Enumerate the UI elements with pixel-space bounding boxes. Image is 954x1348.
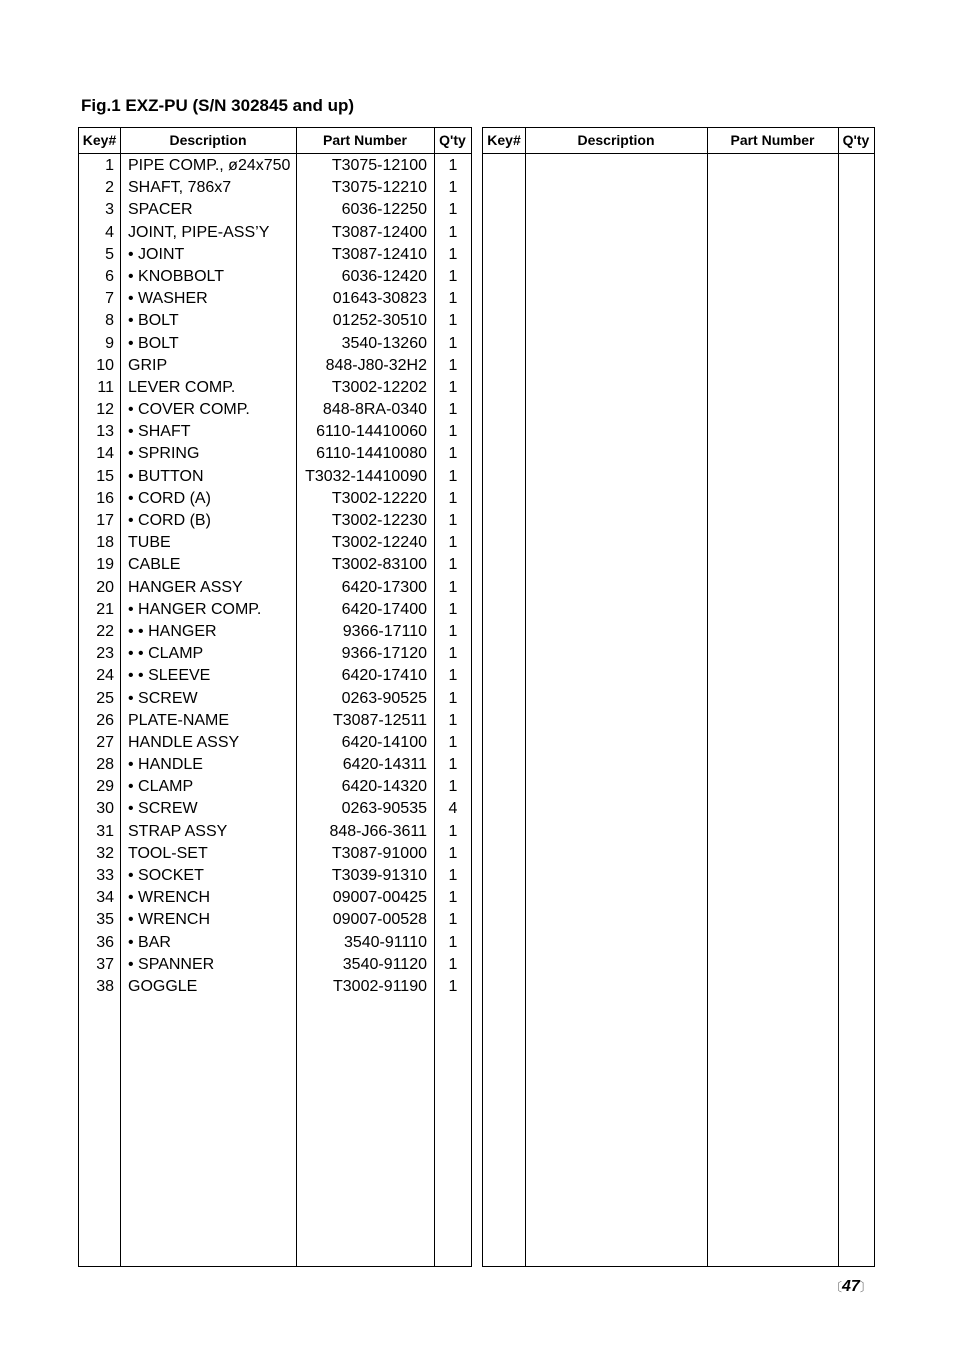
description-cell: • SOCKET	[128, 867, 204, 884]
qty-cell: 1	[448, 201, 458, 219]
key-cell: 16	[96, 489, 114, 507]
description-cell: • JOINT	[128, 245, 185, 263]
description-cell: • WRENCH	[128, 889, 211, 907]
key-cell: 33	[96, 867, 114, 884]
table-row	[79, 621, 471, 643]
qty-cell: 1	[448, 733, 458, 751]
key-cell: 25	[96, 689, 114, 707]
header-description: Description	[577, 132, 655, 148]
table-row	[79, 222, 471, 244]
table-row	[79, 643, 471, 665]
part-number-cell: 6420-14100	[341, 733, 427, 751]
key-cell: 34	[96, 889, 114, 907]
description-cell: • SPRING	[128, 445, 200, 463]
page-title: Fig.1 EXZ-PU (S/N 302845 and up)	[81, 96, 355, 115]
part-number-cell: 3540-91120	[342, 955, 427, 973]
key-cell: 31	[96, 822, 114, 840]
qty-cell: 4	[448, 800, 458, 818]
description-cell: • SCREW	[128, 800, 198, 818]
key-cell: 13	[96, 423, 114, 441]
qty-cell: 1	[448, 334, 458, 352]
qty-cell: 1	[448, 822, 458, 840]
qty-cell: 1	[448, 889, 458, 907]
part-number-cell: 9366-17110	[342, 622, 427, 640]
table-row	[79, 177, 471, 199]
header-qty: Q'ty	[439, 132, 466, 148]
key-cell: 35	[96, 911, 114, 929]
description-cell: SPACER	[128, 201, 193, 219]
part-number-cell: T3075-12210	[331, 179, 427, 197]
key-cell: 22	[96, 622, 114, 640]
header-qty: Q'ty	[842, 132, 870, 148]
table-row	[79, 554, 471, 576]
part-number-cell: 6420-14320	[341, 778, 427, 796]
key-cell: 4	[105, 223, 114, 241]
qty-cell: 1	[448, 245, 458, 263]
key-cell: 15	[96, 467, 114, 485]
part-number-cell: 9366-17120	[341, 645, 427, 663]
table-row	[79, 244, 471, 266]
part-number-cell: 6420-17410	[341, 667, 427, 685]
part-number-cell: 6420-14311	[342, 756, 427, 774]
qty-cell: 1	[448, 378, 458, 396]
description-cell: • BOLT	[128, 334, 179, 352]
table-row	[79, 199, 471, 221]
qty-cell: 1	[448, 778, 458, 796]
key-cell: 30	[96, 800, 114, 818]
description-cell: • HANDLE	[128, 756, 203, 774]
page-number: 〔47〕	[830, 1278, 872, 1295]
key-cell: 32	[96, 844, 114, 862]
key-cell: 27	[96, 733, 114, 751]
description-cell: SHAFT, 786x7	[128, 179, 232, 197]
qty-cell: 1	[448, 556, 458, 574]
key-cell: 24	[96, 667, 114, 685]
qty-cell: 1	[448, 157, 458, 174]
description-cell: • WASHER	[128, 290, 208, 308]
table-row	[79, 355, 471, 377]
qty-cell: 1	[448, 489, 458, 507]
table-row	[79, 310, 471, 332]
part-number-cell: T3032-14410090	[305, 467, 427, 485]
qty-cell: 1	[448, 645, 458, 663]
part-number-cell: 0263-90525	[341, 689, 427, 707]
qty-cell: 1	[448, 290, 458, 308]
table-row	[79, 732, 471, 754]
key-cell: 20	[96, 578, 114, 596]
table-row	[79, 954, 471, 976]
header-divider	[79, 153, 471, 154]
description-cell: • SPANNER	[128, 955, 215, 973]
part-number-cell: T3002-12230	[331, 512, 427, 529]
qty-cell: 1	[448, 600, 458, 618]
description-cell: • BUTTON	[128, 467, 204, 485]
qty-cell: 1	[448, 689, 458, 707]
qty-cell: 1	[448, 578, 458, 596]
key-cell: 14	[96, 445, 114, 463]
qty-cell: 1	[448, 467, 458, 485]
qty-cell: 1	[448, 622, 458, 640]
part-number-cell: 01252-30510	[332, 312, 427, 330]
key-cell: 38	[96, 977, 114, 995]
part-number-cell: 3540-13260	[341, 334, 427, 352]
part-number-cell: 848-8RA-0340	[322, 401, 427, 419]
part-number-cell: T3087-12400	[331, 223, 427, 241]
table-row	[79, 976, 471, 998]
table-row	[79, 754, 471, 776]
part-number-cell: 0263-90535	[341, 800, 427, 818]
key-cell: 28	[96, 756, 114, 774]
qty-cell: 1	[448, 401, 458, 419]
table-row	[79, 821, 471, 843]
table-row	[79, 532, 471, 554]
key-cell: 23	[96, 645, 114, 663]
part-number-cell: 6036-12250	[341, 201, 427, 219]
qty-cell: 1	[448, 756, 458, 774]
table-row	[79, 377, 471, 399]
table-row	[79, 488, 471, 510]
key-cell: 36	[96, 933, 114, 951]
part-number-cell: 09007-00425	[332, 889, 427, 907]
part-number-cell: T3002-12220	[331, 489, 427, 507]
part-number-cell: 09007-00528	[332, 911, 427, 929]
qty-cell: 1	[448, 445, 458, 463]
key-cell: 1	[105, 157, 114, 174]
key-cell: 5	[105, 245, 114, 263]
header-part-number: Part Number	[730, 132, 815, 148]
qty-cell: 1	[448, 423, 458, 441]
table-row	[79, 932, 471, 954]
key-cell: 37	[96, 955, 114, 973]
description-cell: STRAP ASSY	[128, 822, 228, 840]
description-cell: HANGER ASSY	[128, 578, 243, 596]
column-divider	[707, 128, 708, 1266]
parts-table-left	[78, 127, 472, 1267]
header-divider	[483, 153, 874, 154]
table-row	[79, 887, 471, 909]
description-cell: • SHAFT	[128, 423, 191, 441]
table-row	[79, 798, 471, 820]
qty-cell: 1	[448, 356, 458, 374]
part-number-cell: 6036-12420	[341, 267, 427, 285]
table-row	[79, 688, 471, 710]
parts-table-right	[482, 127, 875, 1267]
column-divider	[525, 128, 526, 1266]
part-number-cell: T3002-12240	[331, 534, 427, 552]
description-cell: • • SLEEVE	[128, 667, 211, 685]
part-number-cell: T3039-91310	[331, 867, 427, 884]
column-divider	[838, 128, 839, 1266]
table-row	[79, 599, 471, 621]
qty-cell: 1	[448, 179, 458, 197]
key-cell: 19	[96, 556, 114, 574]
description-cell: PIPE COMP., ø24x750	[128, 157, 291, 174]
key-cell: 2	[105, 179, 114, 197]
description-cell: • • HANGER	[128, 622, 217, 640]
qty-cell: 1	[448, 911, 458, 929]
table-row	[79, 266, 471, 288]
table-row	[79, 665, 471, 687]
key-cell: 9	[105, 334, 114, 352]
key-cell: 11	[97, 378, 114, 396]
description-cell: • WRENCH	[128, 911, 211, 929]
part-number-cell: T3087-91000	[331, 844, 427, 862]
table-row	[79, 443, 471, 465]
header-key: Key#	[487, 132, 521, 148]
key-cell: 10	[96, 356, 114, 374]
description-cell: • SCREW	[128, 689, 198, 707]
part-number-cell: 3540-91110	[343, 933, 427, 951]
key-cell: 18	[96, 534, 114, 552]
header-key: Key#	[82, 132, 117, 148]
qty-cell: 1	[448, 867, 458, 884]
part-number-cell: T3002-91190	[333, 977, 427, 995]
description-cell: PLATE-NAME	[128, 711, 230, 729]
description-cell: GRIP	[128, 356, 168, 374]
qty-cell: 1	[448, 955, 458, 973]
table-row	[79, 155, 471, 177]
key-cell: 29	[96, 778, 114, 796]
part-number-cell: T3087-12410	[331, 245, 427, 263]
qty-cell: 1	[448, 267, 458, 285]
description-cell: • HANGER COMP.	[128, 600, 262, 618]
table-row	[79, 843, 471, 865]
description-cell: • BAR	[128, 933, 171, 951]
qty-cell: 1	[448, 312, 458, 330]
qty-cell: 1	[448, 711, 458, 729]
table-row	[79, 288, 471, 310]
table-row	[79, 865, 471, 887]
table-row	[79, 421, 471, 443]
part-number-cell: 6420-17400	[341, 600, 427, 618]
table-row	[79, 466, 471, 488]
qty-cell: 1	[448, 223, 458, 241]
key-cell: 12	[96, 401, 114, 419]
description-cell: • COVER COMP.	[128, 401, 250, 419]
table-row	[79, 710, 471, 732]
key-cell: 7	[105, 290, 114, 308]
description-cell: • CLAMP	[128, 778, 194, 796]
part-number-cell: 01643-30823	[332, 290, 427, 308]
part-number-cell: T3087-12511	[333, 711, 427, 729]
description-cell: TUBE	[128, 534, 171, 552]
header-part-number: Part Number	[322, 132, 408, 148]
table-row	[79, 399, 471, 421]
table-row	[79, 577, 471, 599]
description-cell: • • CLAMP	[128, 645, 204, 663]
key-cell: 8	[105, 312, 114, 330]
qty-cell: 1	[448, 534, 458, 552]
description-cell: • CORD (B)	[128, 512, 211, 529]
qty-cell: 1	[448, 977, 458, 995]
description-cell: • KNOBBOLT	[128, 267, 224, 285]
page-number-value: 47	[842, 1278, 860, 1295]
description-cell: • BOLT	[128, 312, 179, 330]
key-cell: 17	[96, 512, 114, 529]
description-cell: GOGGLE	[128, 977, 198, 995]
key-cell: 6	[105, 267, 114, 285]
key-cell: 21	[96, 600, 114, 618]
part-number-cell: 848-J80-32H2	[325, 356, 427, 374]
header-description: Description	[169, 132, 247, 148]
qty-cell: 1	[448, 667, 458, 685]
qty-cell: 1	[448, 933, 458, 951]
parts-rows	[79, 155, 471, 998]
description-cell: HANDLE ASSY	[128, 733, 240, 751]
part-number-cell: T3002-12202	[331, 378, 427, 396]
part-number-cell: 6110-14410080	[316, 445, 427, 463]
part-number-cell: T3002-83100	[331, 556, 427, 574]
table-row	[79, 333, 471, 355]
table-row	[79, 909, 471, 931]
qty-cell: 1	[448, 512, 458, 529]
table-row	[79, 776, 471, 798]
part-number-cell: 6110-14410060	[316, 423, 427, 441]
key-cell: 3	[105, 201, 114, 219]
description-cell: CABLE	[128, 556, 181, 574]
qty-cell: 1	[448, 844, 458, 862]
key-cell: 26	[96, 711, 114, 729]
part-number-cell: T3075-12100	[331, 157, 427, 174]
description-cell: JOINT, PIPE-ASS’Y	[128, 223, 270, 241]
description-cell: • CORD (A)	[128, 489, 211, 507]
description-cell: TOOL-SET	[128, 844, 208, 862]
part-number-cell: 848-J66-3611	[329, 822, 427, 840]
description-cell: LEVER COMP.	[128, 378, 236, 396]
part-number-cell: 6420-17300	[341, 578, 427, 596]
table-row	[79, 510, 471, 532]
